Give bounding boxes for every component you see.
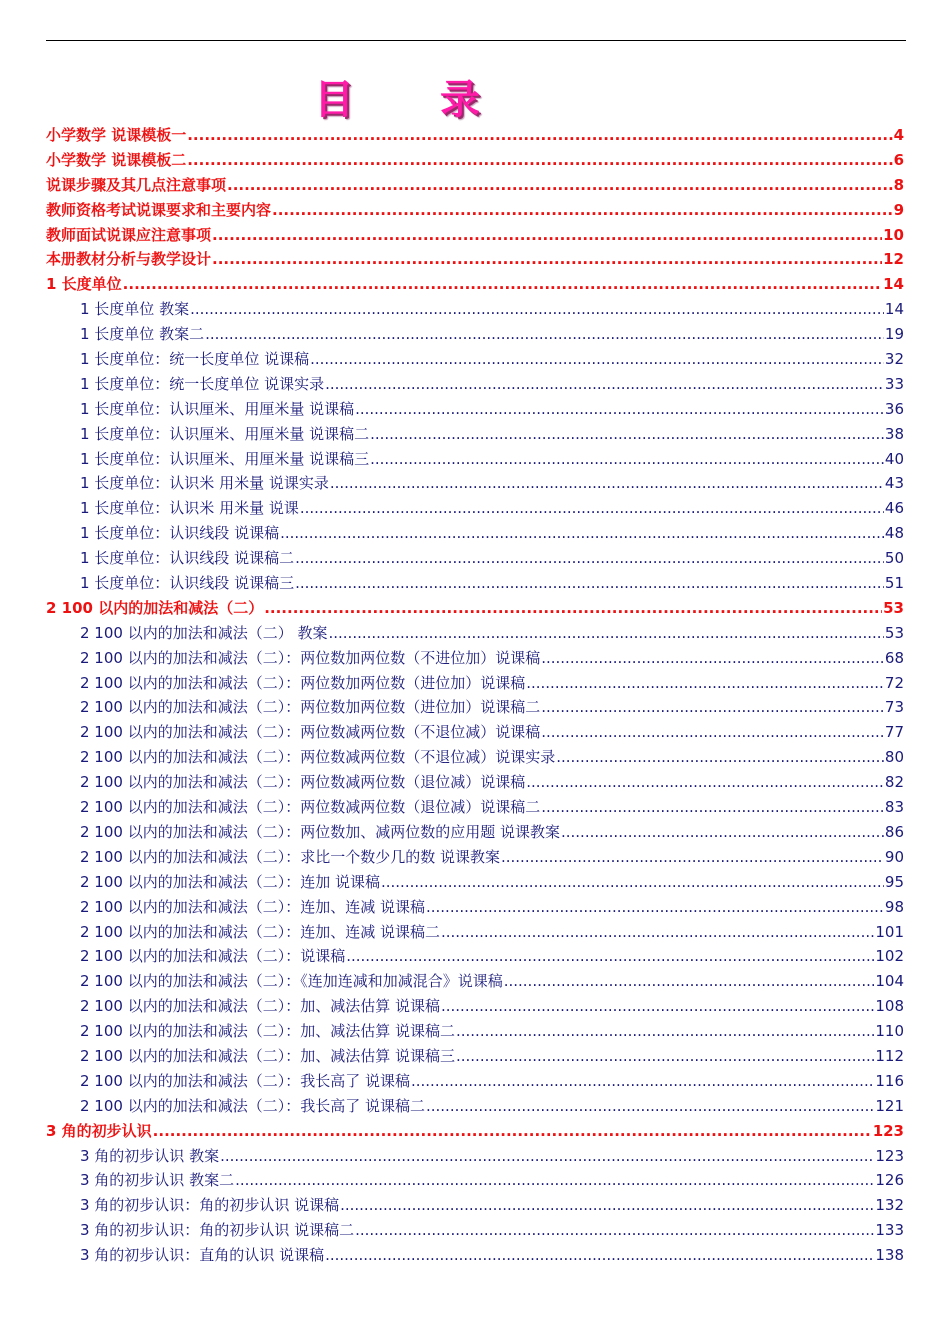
toc-section-link[interactable] [46, 148, 904, 173]
toc-entry-label: 2 100 以内的加法和减法（二）：两位数加两位数（进位加）说课稿 [80, 673, 526, 692]
dot-leader [330, 471, 884, 496]
toc-entry-label: 1 长度单位：认识米 用米量 说课实录 [80, 474, 329, 493]
dot-leader [541, 695, 884, 720]
dot-leader [370, 422, 884, 447]
dot-leader [441, 920, 874, 945]
toc-entry-link[interactable] [46, 521, 904, 546]
toc-page-number: 19 [884, 325, 904, 344]
toc-entry-link[interactable] [46, 1243, 904, 1268]
toc-entry-label: 1 长度单位：认识厘米、用厘米量 说课稿三 [80, 449, 370, 468]
dot-leader [426, 1094, 874, 1119]
toc-entry-link[interactable] [46, 994, 904, 1019]
toc-page-number: 80 [884, 748, 904, 767]
dot-leader [212, 247, 882, 272]
toc-entry-link[interactable] [46, 671, 904, 696]
dot-leader [300, 496, 884, 521]
toc-page-number: 38 [884, 424, 904, 443]
dot-leader [295, 546, 884, 571]
toc-entry-label: 3 角的初步认识：角的初步认识 说课稿 [80, 1196, 340, 1215]
dot-leader [235, 1168, 874, 1193]
toc-entry-label: 1 长度单位：统一长度单位 说课实录 [80, 374, 325, 393]
toc-page-number: 77 [884, 723, 904, 742]
toc-page-number: 101 [875, 922, 904, 941]
toc-entry-label: 2 100 以内的加法和减法（二）：连加、连减 说课稿二 [80, 922, 440, 941]
toc-entry-link[interactable] [46, 1144, 904, 1169]
toc-page-number: 8 [893, 175, 904, 194]
toc-entry-link[interactable] [46, 1044, 904, 1069]
toc-page-number: 86 [884, 822, 904, 841]
dot-leader [441, 994, 874, 1019]
dot-leader [212, 223, 882, 248]
dot-leader [411, 1069, 874, 1094]
toc-entry-link[interactable] [46, 571, 904, 596]
toc-page-number: 98 [884, 897, 904, 916]
dot-leader [264, 596, 882, 621]
toc-entry-label: 1 长度单位：统一长度单位 说课稿 [80, 350, 310, 369]
toc-page-number: 95 [884, 872, 904, 891]
dot-leader [456, 1044, 874, 1069]
toc-page-number: 102 [875, 947, 904, 966]
toc-entry-label: 1 长度单位 教案 [80, 300, 190, 319]
toc-page-number: 6 [893, 150, 904, 169]
dot-leader [187, 123, 892, 148]
toc-entry-label: 2 100 以内的加法和减法（二）：加、减法估算 说课稿 [80, 997, 440, 1016]
toc-page-number: 83 [884, 798, 904, 817]
toc-page-number: 14 [883, 275, 904, 294]
toc-page-number: 112 [875, 1046, 904, 1065]
toc-page-number: 110 [875, 1022, 904, 1041]
toc-page-number: 90 [884, 847, 904, 866]
dot-leader [205, 322, 884, 347]
toc-section-link[interactable] [46, 247, 904, 272]
dot-leader [526, 671, 884, 696]
dot-leader [346, 944, 874, 969]
dot-leader [556, 745, 884, 770]
toc-entry-label: 3 角的初步认识 教案二 [80, 1171, 235, 1190]
toc-entry-label: 1 长度单位 教案二 [80, 325, 205, 344]
toc-entry-link[interactable] [46, 795, 904, 820]
page-title: 目 录 [314, 77, 516, 123]
header-rule [46, 40, 906, 41]
toc-entry-link[interactable] [46, 695, 904, 720]
dot-leader [328, 621, 883, 646]
toc-entry-label: 3 角的初步认识 [46, 1121, 152, 1140]
toc-page-number: 123 [875, 1146, 904, 1165]
toc-entry-link[interactable] [46, 845, 904, 870]
toc-page-number: 32 [884, 350, 904, 369]
dot-leader [280, 521, 884, 546]
dot-leader [561, 820, 884, 845]
toc-entry-link[interactable] [46, 496, 904, 521]
toc-entry-label: 本册教材分析与教学设计 [46, 250, 212, 269]
toc-entry-link[interactable] [46, 944, 904, 969]
toc-entry-link[interactable] [46, 1218, 904, 1243]
dot-leader [526, 770, 884, 795]
toc-page-number: 138 [875, 1246, 904, 1265]
toc-page-number: 53 [883, 598, 904, 617]
toc-entry-link[interactable] [46, 969, 904, 994]
toc-section-link[interactable] [46, 272, 904, 297]
toc-entry-label: 2 100 以内的加法和减法（二）：两位数减两位数（不退位减）说课实录 [80, 748, 556, 767]
toc-entry-link[interactable] [46, 646, 904, 671]
toc-page-number: 40 [884, 449, 904, 468]
toc-page-number: 53 [884, 623, 904, 642]
toc-page-number: 68 [884, 648, 904, 667]
toc-page-number: 46 [884, 499, 904, 518]
toc-page-number: 12 [883, 250, 904, 269]
toc-entry-label: 2 100 以内的加法和减法（二）：加、减法估算 说课稿三 [80, 1046, 455, 1065]
toc-entry-label: 1 长度单位：认识线段 说课稿二 [80, 549, 295, 568]
toc-entry-label: 小学数学 说课模板一 [46, 126, 187, 144]
toc-entry-link[interactable] [46, 895, 904, 920]
toc-entry-label: 2 100 以内的加法和减法（二）：我长高了 说课稿二 [80, 1096, 425, 1115]
dot-leader [541, 720, 884, 745]
dot-leader [325, 1243, 874, 1268]
toc-entry-link[interactable] [46, 447, 904, 472]
toc-page-number: 43 [884, 474, 904, 493]
toc-entry-label: 1 长度单位：认识线段 说课稿三 [80, 574, 295, 593]
dot-leader [355, 1218, 874, 1243]
toc-entry-link[interactable] [46, 1094, 904, 1119]
toc-entry-link[interactable] [46, 297, 904, 322]
toc-page-number: 72 [884, 673, 904, 692]
toc-page-number: 10 [883, 225, 904, 244]
toc-entry-link[interactable] [46, 820, 904, 845]
toc-entry-label: 2 100 以内的加法和减法（二）：两位数加两位数（不进位加）说课稿 [80, 648, 541, 667]
toc-page-number: 14 [884, 300, 904, 319]
dot-leader [220, 1144, 874, 1169]
dot-leader [123, 272, 882, 297]
toc-page-number: 121 [875, 1096, 904, 1115]
toc-entry-link[interactable] [46, 347, 904, 372]
toc-entry-label: 2 100 以内的加法和减法（二）：《连加连减和加减混合》说课稿 [80, 972, 503, 991]
toc-entry-label: 1 长度单位：认识线段 说课稿 [80, 524, 280, 543]
toc-entry-link[interactable] [46, 1019, 904, 1044]
toc-entry-link[interactable] [46, 720, 904, 745]
toc-section-link[interactable] [46, 1119, 904, 1144]
toc-entry-link[interactable] [46, 397, 904, 422]
dot-leader [370, 447, 884, 472]
toc-entry-label: 3 角的初步认识 教案 [80, 1146, 220, 1165]
toc-entry-label: 2 100 以内的加法和减法（二）：求比一个数少几的数 说课教案 [80, 847, 500, 866]
toc-entry-label: 2 100 以内的加法和减法（二）：两位数减两位数（不退位减）说课稿 [80, 723, 541, 742]
toc-page-number: 116 [875, 1071, 904, 1090]
toc-entry-link[interactable] [46, 471, 904, 496]
dot-leader [187, 148, 892, 173]
dot-leader [426, 895, 884, 920]
toc-page-number: 50 [884, 549, 904, 568]
toc-page-number: 4 [893, 126, 904, 144]
toc-entry-label: 1 长度单位 [46, 275, 122, 294]
toc-section-link[interactable] [46, 173, 904, 198]
toc-section-link[interactable] [46, 223, 904, 248]
dot-leader [355, 397, 884, 422]
toc-entry-link[interactable] [46, 621, 904, 646]
toc-entry-label: 1 长度单位：认识厘米、用厘米量 说课稿二 [80, 424, 370, 443]
toc-page-number: 123 [872, 1121, 904, 1140]
toc-entry-label: 2 100 以内的加法和减法（二）：说课稿 [80, 947, 346, 966]
toc-entry-link[interactable] [46, 870, 904, 895]
toc-entry-label: 2 100 以内的加法和减法（二）：两位数加两位数（进位加）说课稿二 [80, 698, 541, 717]
toc-entry-link[interactable] [46, 422, 904, 447]
dot-leader [541, 795, 884, 820]
toc-section-link[interactable] [46, 123, 904, 148]
toc-entry-label: 2 100 以内的加法和减法（二）：两位数减两位数（退位减）说课稿 [80, 773, 526, 792]
toc-page-number: 133 [875, 1221, 904, 1240]
dot-leader [541, 646, 884, 671]
dot-leader [504, 969, 875, 994]
toc-entry-label: 2 100 以内的加法和减法（二） 教案 [80, 623, 328, 642]
toc-entry-label: 2 100 以内的加法和减法（二）：连加 说课稿 [80, 872, 380, 891]
toc-entry-label: 3 角的初步认识：角的初步认识 说课稿二 [80, 1221, 355, 1240]
toc-entry-label: 小学数学 说课模板二 [46, 150, 187, 169]
dot-leader [381, 870, 884, 895]
toc-entry-label: 3 角的初步认识：直角的认识 说课稿 [80, 1246, 325, 1265]
toc-entry-label: 2 100 以内的加法和减法（二）：两位数减两位数（退位减）说课稿二 [80, 798, 541, 817]
toc-page-number: 33 [884, 374, 904, 393]
toc-entry-label: 2 100 以内的加法和减法（二）：我长高了 说课稿 [80, 1071, 410, 1090]
toc-entry-label: 2 100 以内的加法和减法（二） [46, 598, 264, 617]
toc-entry-label: 1 长度单位：认识米 用米量 说课 [80, 499, 299, 518]
toc-page-number: 82 [884, 773, 904, 792]
toc-entry-label: 2 100 以内的加法和减法（二）：连加、连减 说课稿 [80, 897, 425, 916]
dot-leader [153, 1119, 872, 1144]
dot-leader [501, 845, 884, 870]
toc-entry-label: 教师面试说课应注意事项 [46, 225, 212, 244]
toc-entry-label: 说课步骤及其几点注意事项 [46, 175, 227, 194]
toc-entry-link[interactable] [46, 745, 904, 770]
dot-leader [190, 297, 884, 322]
toc-entry-label: 2 100 以内的加法和减法（二）：两位数加、减两位数的应用题 说课教案 [80, 822, 560, 841]
toc-entry-link[interactable] [46, 1168, 904, 1193]
toc-entry-link[interactable] [46, 770, 904, 795]
toc-entry-link[interactable] [46, 920, 904, 945]
dot-leader [227, 173, 893, 198]
toc-page-number: 48 [884, 524, 904, 543]
toc-section-link[interactable] [46, 198, 904, 223]
table-of-contents [46, 123, 904, 1268]
dot-leader [456, 1019, 874, 1044]
toc-page-number: 126 [875, 1171, 904, 1190]
toc-page-number: 108 [875, 997, 904, 1016]
toc-entry-link[interactable] [46, 1069, 904, 1094]
dot-leader [310, 347, 884, 372]
toc-page-number: 104 [875, 972, 904, 991]
toc-entry-link[interactable] [46, 372, 904, 397]
toc-section-link[interactable] [46, 596, 904, 621]
toc-entry-label: 教师资格考试说课要求和主要内容 [46, 200, 272, 219]
toc-page-number: 51 [884, 574, 904, 593]
toc-entry-link[interactable] [46, 546, 904, 571]
toc-entry-link[interactable] [46, 322, 904, 347]
toc-page-number: 9 [893, 200, 904, 219]
toc-page-number: 73 [884, 698, 904, 717]
toc-page-number: 36 [884, 399, 904, 418]
dot-leader [272, 198, 893, 223]
toc-entry-link[interactable] [46, 1193, 904, 1218]
toc-page-number: 132 [875, 1196, 904, 1215]
toc-entry-label: 2 100 以内的加法和减法（二）：加、减法估算 说课稿二 [80, 1022, 455, 1041]
dot-leader [340, 1193, 874, 1218]
dot-leader [325, 372, 884, 397]
toc-entry-label: 1 长度单位：认识厘米、用厘米量 说课稿 [80, 399, 355, 418]
dot-leader [295, 571, 884, 596]
